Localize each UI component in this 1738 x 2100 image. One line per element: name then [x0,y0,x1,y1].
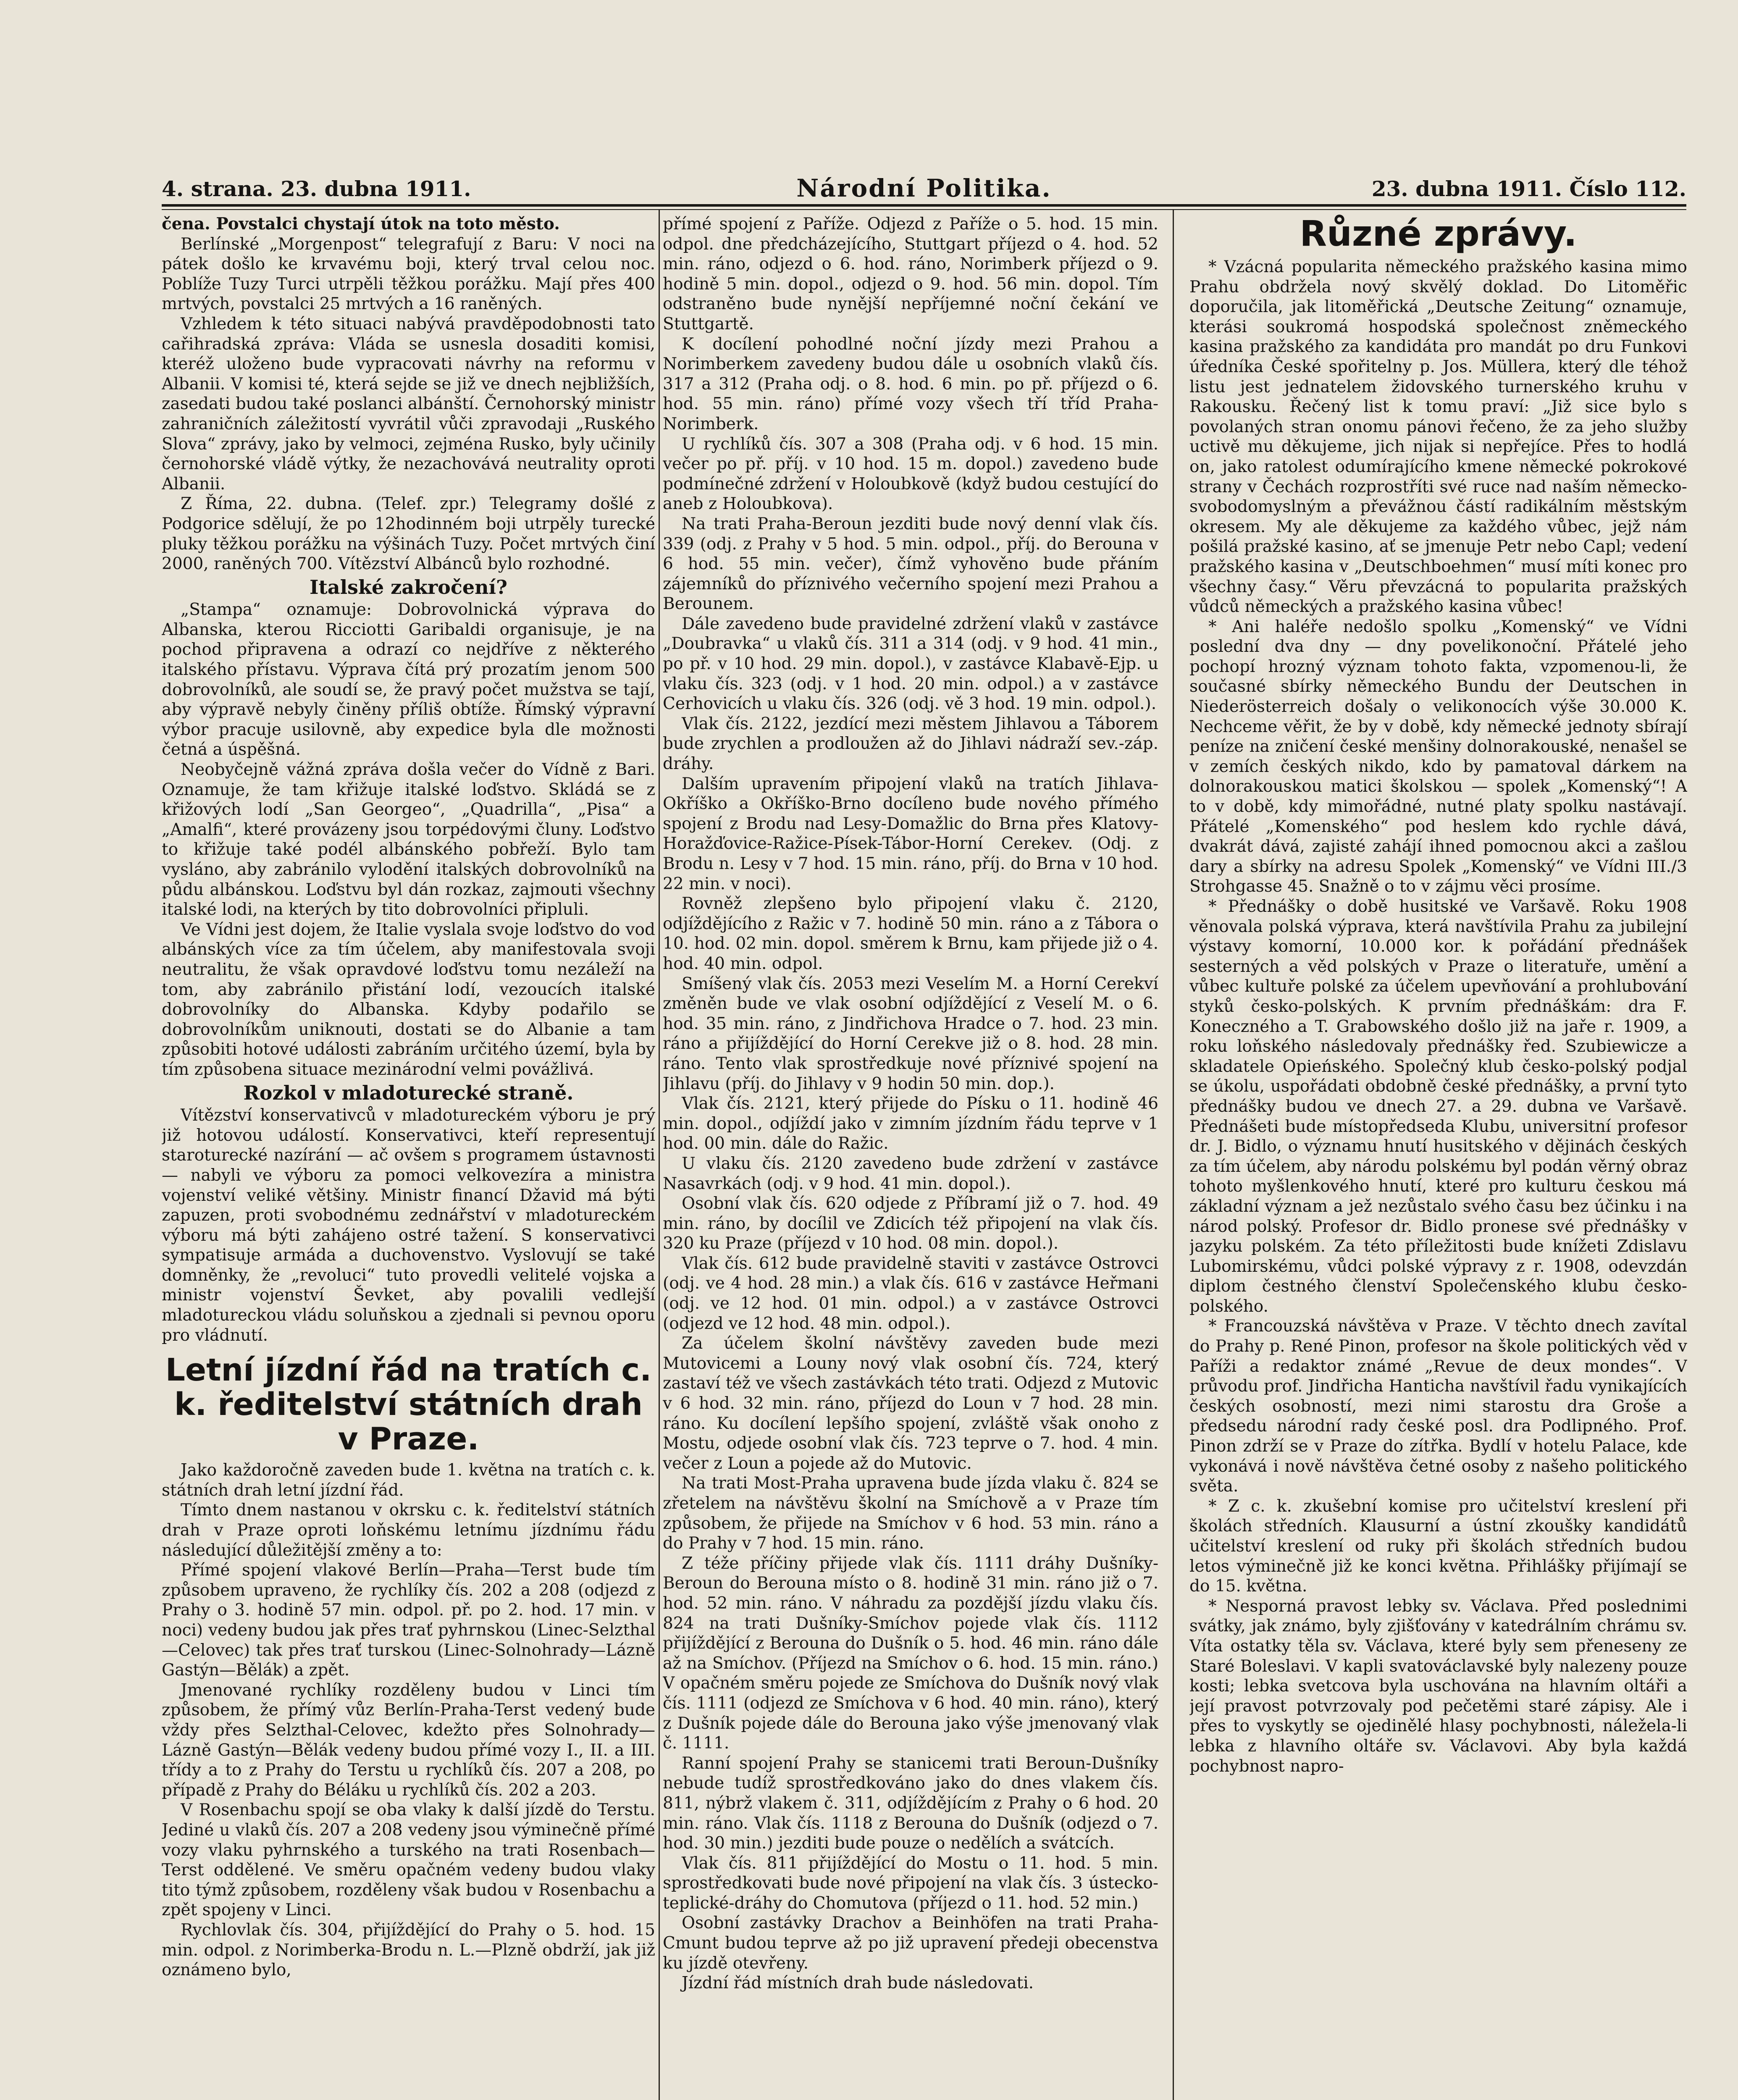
paragraph: „Stampa“ oznamuje: Dobrovolnická výprava do Albanska, kterou Ricciotti Garibaldi organisuje, je na pochod připravena a odrazí co nejdříve z některého italského přístavu. Výprava čítá prý prozatím jenom 500 dobrovolníků, ale soudí se, že pravý počet mužstva se tají, aby výpravě nebyly činěny příliš obtíže. Římský výpravní výbor pracuje usilovně, aby expedice byla dle možnosti četná a úspěšná. [162,600,655,759]
paragraph: Jmenované rychlíky rozděleny budou v Linci tím způsobem, že přímý vůz Berlín-Praha-Terst vedený bude vždy přes Selzthal-Celovec, kdežto přes Solnohrady—Lázně Gastýn—Bělák vedeny budou přímé vozy I., II. a III. třídy a to z Prahy do Terstu u rychlíků čís. 207 a 208, po případě z Prahy do Béláku u rychlíků čís. 202 a 203. [162,1680,655,1800]
newspaper-title: Národní Politika. [796,174,1052,202]
paragraph: Smíšený vlak čís. 2053 mezi Veselím M. a Horní Cerekví změněn bude ve vlak osobní odjíždějící z Veselí M. o 6. hod. 35 min. ráno, z Jindřichova Hradce o 7. hod. 23 min. ráno a přijíždějící do Horní Cerekve již o 8. hod. 28 min. ráno. Tento vlak sprostředkuje nové příznivé spojení na Jihlavu (příj. do Jihlavy v 9 hodin 50 min. dop.). [663,974,1158,1093]
paragraph: Ranní spojení Prahy se stanicemi trati Beroun-Dušníky nebude tudíž sprostředkováno jako do dnes vlakem čís. 811, nýbrž vlakem č. 311, odjíždějícím z Prahy o 6 hod. 20 min. ráno. Vlak čís. 1118 z Berouna do Dušník (odjezd o 7. hod. 30 min.) jezditi bude pouze o nedělích a svátcích. [663,1754,1158,1853]
paragraph: Vlak čís. 811 přijíždějící do Mostu o 11. hod. 5 min. sprostředkovati bude nové připojení na vlak čís. 3 ústecko-teplické-dráhy do Chomutova (příjezd o 11. hod. 52 min.) [663,1853,1158,1913]
paragraph: V Rosenbachu spojí se oba vlaky k další jízdě do Terstu. Jediné u vlaků čís. 207 a 208 vedeny jsou výminečně přímé vozy vlaku pyhrnského a turského na trati Rosenbach—Terst oddělené. Ve směru opačném vedeny budou vlaky tito týmž způsobem, rozděleny však budou v Rosenbachu a zpět spojeny v Linci. [162,1801,655,1920]
paragraph: Přímé spojení vlakové Berlín—Praha—Terst bude tím způsobem upraveno, že rychlíky čís. 202 a 208 (odjezd z Prahy o 3. hodině 57 min. odpol. př. po 2. hod. 17 min. v noci) vedeny budou jak přes trať pyhrnskou (Linec-Selzthal—Celovec) tak přes trať turskou (Linec-Solnohrady—Lázně Gastýn—Bělák) a zpět. [162,1561,655,1680]
header-rule [162,204,1686,207]
paragraph: U rychlíků čís. 307 a 308 (Praha odj. v 6 hod. 15 min. večer po př. příj. v 10 hod. 15 m. dopol.) zavedeno bude podmínečné zdržení v Holoubkově (když budou cestující do aneb z Holoubkova). [663,434,1158,514]
column-2 [663,214,1158,2100]
paragraph: Vítězství konservativců v mladotureckém výboru je prý již hotovou událostí. Konservativci, kteří representují staroturecké nazírání — ač ovšem s programem ústavnosti — nabyli ve výboru za pomoci velkovezíra a ministra vojenství veliké většiny. Ministr financí Džavid má býti zapuzen, proti svobodnému zednářství v mladotureckém výboru má býti zahájeno ostré tažení. S konservativci sympatisuje armáda a duchovenstvo. Vyslovují se také domněnky, že „revoluci“ tuto provedli velitelé vojska a ministr vojenství Ševket, aby povalili vedlejší mladotureckou vládu soluňskou a zjednali si pevnou oporu pro vládnutí. [162,1106,655,1345]
paragraph: Na trati Praha-Beroun jezditi bude nový denní vlak čís. 339 (odj. z Prahy v 5 hod. 5 min. odpol., příj. do Berouna v 6 hod. 55 min. večer), čímž vyhověno bude přáním zájemníků do příznivého večerního spojení mezi Prahou a Berounem. [663,514,1158,614]
paragraph: Osobní zastávky Drachov a Beinhöfen na trati Praha-Cmunt budou teprve až po již upravení předeji obecenstva ku jízdě otevřeny. [663,1914,1158,1973]
section-heading: Italské zakročení? [310,575,507,598]
paragraph: Ve Vídni jest dojem, že Italie vyslala svoje loďstvo do vod albánských více za tím účelem, aby manifestovala svoji neutralitu, že však opravdové loďstvu tomu nezáleží na tom, aby zabránilo přistání lodí, vezoucích italské dobrovolníky do Albanska. Kdyby podařilo se dobrovolníkům uniknouti, dostati se do Albanie a tam způsobiti hotové události zabráním určitého území, byla by tím způsobena situace mezinárodní velmi povážlivá. [162,920,655,1079]
masthead [162,176,1686,201]
paragraph: Vlak čís. 612 bude pravidelně staviti v zastávce Ostrovci (odj. ve 4 hod. 28 min.) a vlak čís. 616 v zastávce Heřmani (odj. ve 12 hod. 01 min. odpol.) a v zastávce Ostrovci (odjezd ve 12 hod. 48 min. odpol.). [663,1254,1158,1333]
paragraph: U vlaku čís. 2120 zavedeno bude zdržení v zastávce Nasavrkách (odj. v 9 hod. 41 min. dopol.). [663,1154,1158,1193]
column-3 [1189,214,1687,2100]
column-divider-2 [1173,210,1174,2100]
paragraph: Z Říma, 22. dubna. (Telef. zpr.) Telegramy došlé z Podgorice sdělují, že po 12hodinném boji utrpěly turecké pluky těžkou porážku na výšinách Tuzy. Počet mrtvých činí 2000, raněných 700. Vítězství Albánců bylo rozhodné. [162,494,655,574]
paragraph: Z téže příčiny přijede vlak čís. 1111 dráhy Dušníky-Beroun do Berouna místo o 8. hodině 31 min. ráno již o 7. hod. 52 min. ráno. V náhradu za pozdější jízdu vlaku čís. 824 na trati Dušníky-Smíchov pojede vlak čís. 1112 přijíždějící z Berouna do Dušník o 5. hod. 46 min. ráno dále až na Smíchov. (Příjezd na Smíchov o 6. hod. 15 min. ráno.) V opačném směru pojede ze Smíchova do Dušník nový vlak čís. 1111 (odjezd ze Smíchova v 6 hod. 40 min. ráno), který z Dušník pojede dále do Berouna jako výše jmenovaný vlak č. 1111. [663,1554,1158,1753]
paragraph: Na trati Most-Praha upravena bude jízda vlaku č. 824 se zřetelem na návštěvu školní na Smíchově a v Praze tím způsobem, že přijede na Smíchov v 6 hod. 53 min. ráno a do Prahy v 7 hod. 15 min. ráno. [663,1474,1158,1553]
paragraph: * Francouzská návštěva v Praze. V těchto dnech zavítal do Prahy p. René Pinon, profesor na škole politických věd v Paříži a redaktor známé „Revue de deux mondes“. V průvodu prof. Jindřicha Hantichа navštívil řadu vynikajících českých osobností, mezi nimi starostu dra Groše a předsedu národní rady české posl. dra Podlipného. Prof. Pinon zdrží se v Praze do zítřka. Bydlí v hotelu Palace, kde vykonává i nově návštěva četné osoby z našeho politického světa. [1189,1317,1687,1496]
paragraph: * Z c. k. zkušební komise pro učitelství kreslení při školách středních. Klausurní a ústní zkoušky kandidátů učitelství kreslení od ruky při školách středních budou letos výminečně již ke konci května. Přihlášky přijímají se do 15. května. [1189,1496,1687,1596]
paragraph: Za účelem školní návštěvy zaveden bude mezi Mutovicemi a Louny nový vlak osobní čís. 724, který zastaví též ve všech zastávkách této trati. Odjezd z Mutovic v 6 hod. 32 min. ráno, příjezd do Loun v 7 hod. 28 min. ráno. Ku docílení lepšího spojení, zvláště však onoho z Mostu, odjede osobní vlak čís. 723 teprve o 7. hod. 4 min. večer z Loun a pojede až do Mutovic. [663,1334,1158,1473]
paragraph: K docílení pohodlné noční jízdy mezi Prahou a Norimberkem zavedeny budou dále u osobních vlaků čís. 317 a 312 (Praha odj. o 8. hod. 6 min. po př. příjezd o 6. hod. 55 min. ráno) přímé vozy všech tří tříd Praha-Norimberk. [663,334,1158,433]
paragraph: * Nesporná pravost lebky sv. Václava. Před poslednimi svátky, jak známo, byly zjišťovány v katedrálním chrámu sv. Víta ostatky těla sv. Václava, které byly sem přeneseny ze Staré Boleslavi. V kapli svatováclavské byly nalezeny pouze kosti; lebka svetcova byla uschována na hlavním oltáři a její pravost potvrzovaly pod pečetěmi staré zápisy. Ale i přes to vyskytly se ojedinělé hlasy pochybnosti, náležela-li lebka z hlavního oltáře sv. Václavovi. Aby byla každá pochybnost napro- [1189,1596,1687,1776]
column-divider-1 [659,210,660,2100]
paragraph: * Ani haléře nedošlo spolku „Komenský“ ve Vídni poslední dva dny — dny povelikonoční. Přátelé jeho pochopí hrozný význam tohoto fakta, vzpomenou-li, že současné sbírky německého Bundu der Deutschen in Niederösterreich došaly o velikonocích výše 30.000 K. Nechceme věřit, že by v době, kdy německé jednoty sbírají peníze na zničení české menšiny dolnorakouské, nenašel se v zemích českých nikdo, kdo by pamatoval dárkem na dolnorakouskou matici školskou — spolek „Komenský“! A to v době, kdy mimořádné, nutné platy spolku nastávají. Přátelé „Komenského“ pod heslem kdo rychle dává, dvakrát dává, zajisté zahájí ihned pomocnou akci a zašlou dary a sbírky na adresu Spolek „Komenský“ ve Vídni III./3 Strohgasse 45. Snažně o to v zájmu věci prosíme. [1189,617,1687,896]
paragraph: přímé spojení z Paříže. Odjezd z Paříže o 5. hod. 15 min. odpol. dne předcházejícího, Stuttgart příjezd o 4. hod. 52 min. ráno, odjezd o 6. hod. ráno, Norimberk příjezd o 9. hodině 5 min. dopol., odjezd o 9. hod. 56 min. dopol. Tím odstraněno bude nynější nepříjemné noční čekání ve Stuttgartě. [663,215,1158,333]
paragraph: Vlak čís. 2121, který přijede do Písku o 11. hodině 46 min. dopol., odjíždí jako v zimním jízdním řádu teprve v 1 hod. 00 min. dále do Ražic. [663,1094,1158,1153]
paragraph: Osobní vlak čís. 620 odjede z Příbramí již o 7. hod. 49 min. ráno, by docílil ve Zdicích též připojení na vlak čís. 320 ku Praze (příjezd v 10 hod. 08 min. dopol.). [663,1194,1158,1253]
paragraph: Dále zavedeno bude pravidelné zdržení vlaků v zastávce „Doubravka“ u vlaků čís. 311 a 314 (odj. v 9 hod. 41 min., po př. v 10 hod. 29 min. dopol.), v zastávce Klabavě-Ejp. u vlaku čís. 323 (odj. v 1 hod. 20 min. odpol.) a v zastávce Cerhovicích u vlaku čís. 326 (odj. vě 3 hod. 19 min. odpol.). [663,614,1158,714]
paragraph: Rychlovlak čís. 304, přijíždějící do Prahy o 5. hod. 15 min. odpol. z Norimberka-Brodu n. L.—Plzně obdrží, jak již oznámeno bylo, [162,1920,655,1980]
paragraph: Rovněž zlepšeno bylo připojení vlaku č. 2120, odjíždějícího z Ražic v 7. hodině 50 min. ráno a z Tábora o 10. hod. 02 min. dopol. směrem k Brnu, kam přijede již o 4. hod. 40 min. odpol. [663,894,1158,973]
section-heading: Rozkol v mladoturecké straně. [243,1081,574,1104]
paragraph: Vzhledem k této situaci nabývá pravděpodobnosti tato cařihradská zpráva: Vláda se usnesla dosaditi komisi, kteréž uloženo bude vypracovati návrhy na reformu v Albanii. V komisi té, která sejde se již ve dnech nejbližších, zasedati budou také poslanci albánští. Černohorský ministr zahraničních záležitostí vyvrátil vůči zpravodaji „Ruského Slova“ zprávy, jako by velmoci, zejména Rusko, byly učinily černohorské vládě výtky, že nezachovává neutrality oproti Albanii. [162,314,655,494]
issue-date-number: 23. dubna 1911. Číslo 112. [1371,176,1686,201]
column-1 [162,214,655,2100]
paragraph: Dalším upravením připojení vlaků na tratích Jihlava-Okříško a Okříško-Brno docíleno bude nového přímého spojení z Brodu nad Lesy-Domažlic do Brna přes Klatovy-Horažďovice-Ražice-Písek-Tábor-Horní Cerekev. (Odj. z Brodu n. Lesy v 7 hod. 15 min. ráno, příj. do Brna v 10 hod. 22 min. v noci). [663,774,1158,893]
paragraph: Berlínské „Morgenpost“ telegrafují z Baru: V noci na pátek došlo ke krvavému boji, který trval celou noc. Poblíže Tuzy Turci utrpěli těžkou porážku. Mají přes 400 mrtvých, povstalci 25 mrtvých a 16 raněných. [162,234,655,314]
article-headline: Letní jízdní řád na tratích c. k. ředitelství státních drah v Praze. [165,1352,652,1457]
header-rule-thin [162,209,1686,210]
paragraph: Jízdní řád místních drah bude následovati. [682,1974,1034,1993]
paragraph: Tímto dnem nastanou v okrsku c. k. ředitelství státních drah v Praze oproti loňskému letnímu jízdnímu řádu následující důležitější změny a to: [162,1501,655,1560]
article-continuation-lead: čena. Povstalci chystají útok na toto město. [162,214,560,234]
paragraph: Vlak čís. 2122, jezdící mezi městem Jihlavou a Táborem bude zrychlen a prodloužen až do Jihlavi nádraží sev.-záp. dráhy. [663,714,1158,774]
paragraph: Jako každoročně zaveden bude 1. května na tratích c. k. státních drah letní jízdní řád. [162,1461,655,1500]
paragraph: Neobyčejně vážná zpráva došla večer do Vídně z Bari. Oznamuje, že tam křižuje italské loďstvo. Skládá se z křižových lodí „San Georgeo“, „Quadrilla“, „Pisa“ a „Amalfi“, které provázeny jsou torpédovými čluny. Loďstvo to křižuje také podél albánského pobřeží. Bylo tam vysláno, aby zabránilo vylodění italských dobrovolníků na půdu albánskou. Loďstvu byl dán rozkaz, zajmouti všechny italské lodi, na kterých by tito dobrovolníci připluli. [162,760,655,919]
section-title: Různé zprávy. [1300,214,1577,254]
paragraph: * Přednášky o době husitské ve Varšavě. Roku 1908 věnovala polská výprava, která navštívila Prahu za jubilejní výstavy komorní, 10.000 kor. k pořádání přednášek sesterných a věd polských v Praze o literatuře, umění a vůbec kultuře polské za účelem upevňování a prohlubování styků česko-polských. K prvním přednáškám: dra F. Koneczného a T. Grabowského došlo již na jaře r. 1909, a roku loňského následovaly přednášky řed. Szubiewicze a skladatele Opieńského. Společný klub česko-polský podjal se úkolu, uspořádati obdobně české přednášky, a první tyto přednášky budou ve dnech 27. a 29. dubna ve Varšavě. Přednášeti bude místopředseda Klubu, universitní profesor dr. J. Bidlo, o významu hnutí husitského v dějinách českých za tím účelem, aby národu polskému byl podán věrný obraz tohoto myšlenkového hnutí, které pro kulturu českou má základní význam a jež nezůstalo svého času bez účinku i na národ polský. Profesor dr. Bidlo pronese své přednášky v jazyku polském. Za této příležitosti bude knížeti Zdislavu Lubomirskému, vůdci polské výpravy z r. 1908, odevzdán diplom čestného členství Společenského klubu česko-polského. [1189,897,1687,1316]
page-number-date: 4. strana. 23. dubna 1911. [162,176,471,201]
paragraph: * Vzácná popularita německého pražského kasina mimo Prahu obdržela nový skvělý doklad. Do Litoměřic doporučila, jak litoměřická „Deutsche Zeitung“ oznamuje, kterási soukromá hospodská společnost zněmeckého kasina pražského za kandidáta pro mandát po dru Funkovi úředníka České spořitelny p. Jos. Müllera, který dle téhož listu jest jednatelem židovského turnerského kruhu v Rakousku. Řečený list k tomu praví: „Již sice bylo s povolaných stran onomu pánovi řečeno, že za jeho služby uctivě mu děkujeme, jich nijak si nepřejíce. Přes to hodlá on, jako ratolest odumírajícího kmene německé pokrokové strany v Čechách rozprostříti své ruce nad naším německo-svobodomyslným a převážnou částí radikálním městským okresem. My ale děkujeme za každého vůbec, jejž nám pošilá pražské kasino, ať se jmenuje Petr nebo Capl; vedení pražského kasina v „Deutschboehmen“ musí míti konec pro všechny časy.“ Věru převzácná to popularita pražských vůdců německých a pražského kasina vůbec! [1189,257,1687,617]
